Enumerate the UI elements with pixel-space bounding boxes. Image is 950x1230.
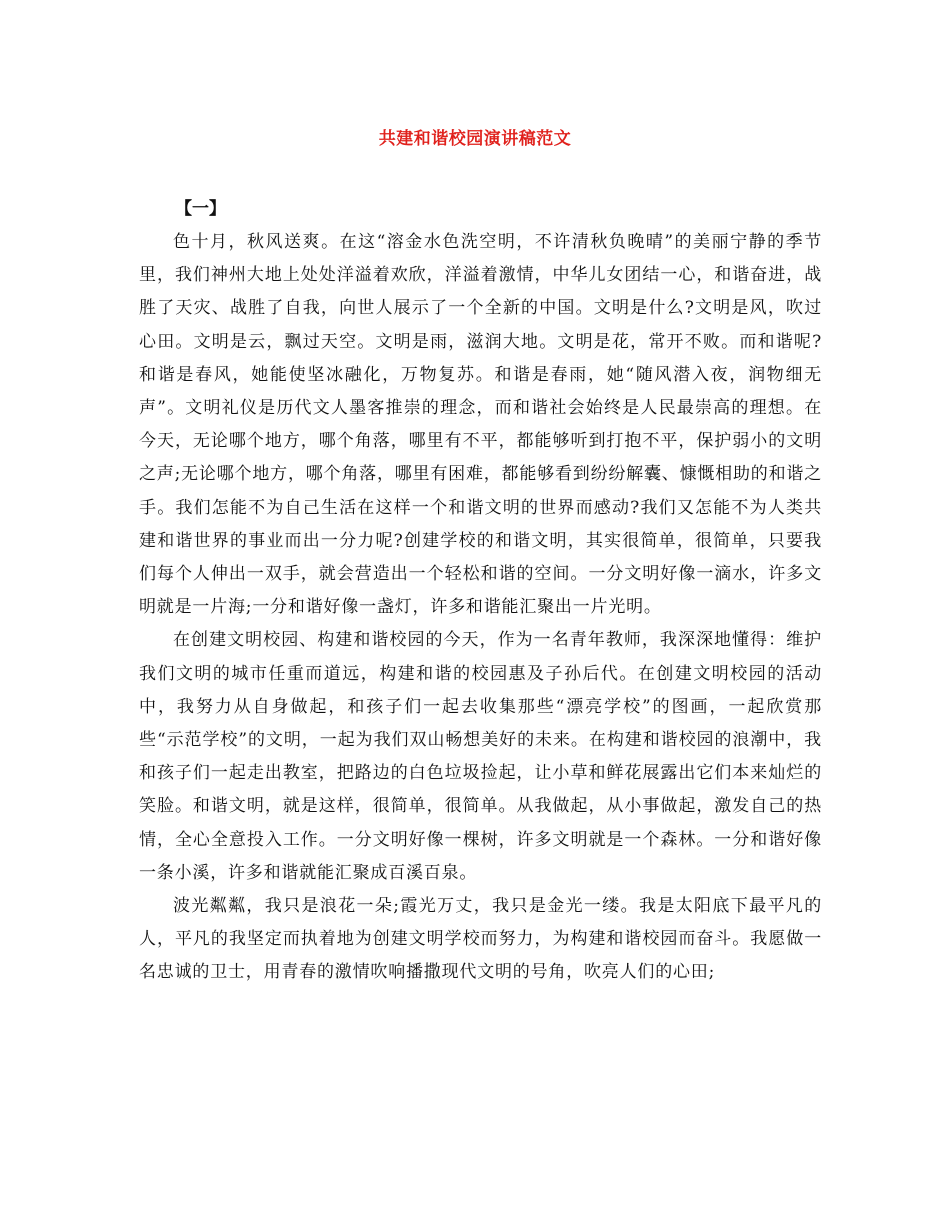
section-label: 【一】 [175,199,226,219]
paragraph-1: 色十月，秋风送爽。在这“溶金水色洗空明，不许清秋负晚晴”的美丽宁静的季节里，我们神州大地上处处洋溢着欢欣，洋溢着激情，中华儿女团结一心，和谐奋进，战胜了天灾、战胜了自我，向世人展示了一个全新的中国。文明是什么?文明是风，吹过心田。文明是云，飘过天空。文明是雨，滋润大地。文明是花，常开不败。而和谐呢?和谐是春风，她能使坚冰融化，万物复苏。和谐是春雨，她“随风潜入夜，润物细无声”。文明礼仪是历代文人墨客推崇的理念，而和谐社会始终是人民最崇高的理想。在今天，无论哪个地方，哪个角落，哪里有不平，都能够听到打抱不平，保护弱小的文明之声;无论哪个地方，哪个角落，哪里有困难，都能够看到纷纷解囊、慷慨相助的和谐之手。我们怎能不为自己生活在这样一个和谐文明的世界而感动?我们又怎能不为人类共建和谐世界的事业而出一分力呢?创建学校的和谐文明，其实很简单，很简单，只要我们每个人伸出一双手，就会营造出一个轻松和谐的空间。一分文明好像一滴水，许多文明就是一片海;一分和谐好像一盏灯，许多和谐能汇聚出一片光明。 [139,232,822,618]
paragraph-3: 波光粼粼，我只是浪花一朵;霞光万丈，我只是金光一缕。我是太阳底下最平凡的人，平凡的我坚定而执着地为创建文明学校而努力，为构建和谐校园而奋斗。我愿做一名忠诚的卫士，用青春的激情吹响播撒现代文明的号角，吹亮人们的心田; [139,896,822,983]
document-title: 共建和谐校园演讲稿范文 [378,129,572,149]
document-body [139,226,822,990]
paragraph-2: 在创建文明校园、构建和谐校园的今天，作为一名青年教师，我深深地懂得：维护我们文明的城市任重而道远，构建和谐的校园惠及子孙后代。在创建文明校园的活动中，我努力从自身做起，和孩子们一起去收集那些“漂亮学校”的图画，一起欣赏那些“示范学校”的文明，一起为我们双山畅想美好的未来。在构建和谐校园的浪潮中，我和孩子们一起走出教室，把路边的白色垃圾捡起，让小草和鲜花展露出它们本来灿烂的笑脸。和谐文明，就是这样，很简单，很简单。从我做起，从小事做起，激发自己的热情，全心全意投入工作。一分文明好像一棵树，许多文明就是一个森林。一分和谐好像一条小溪，许多和谐就能汇聚成百溪百泉。 [139,630,822,883]
